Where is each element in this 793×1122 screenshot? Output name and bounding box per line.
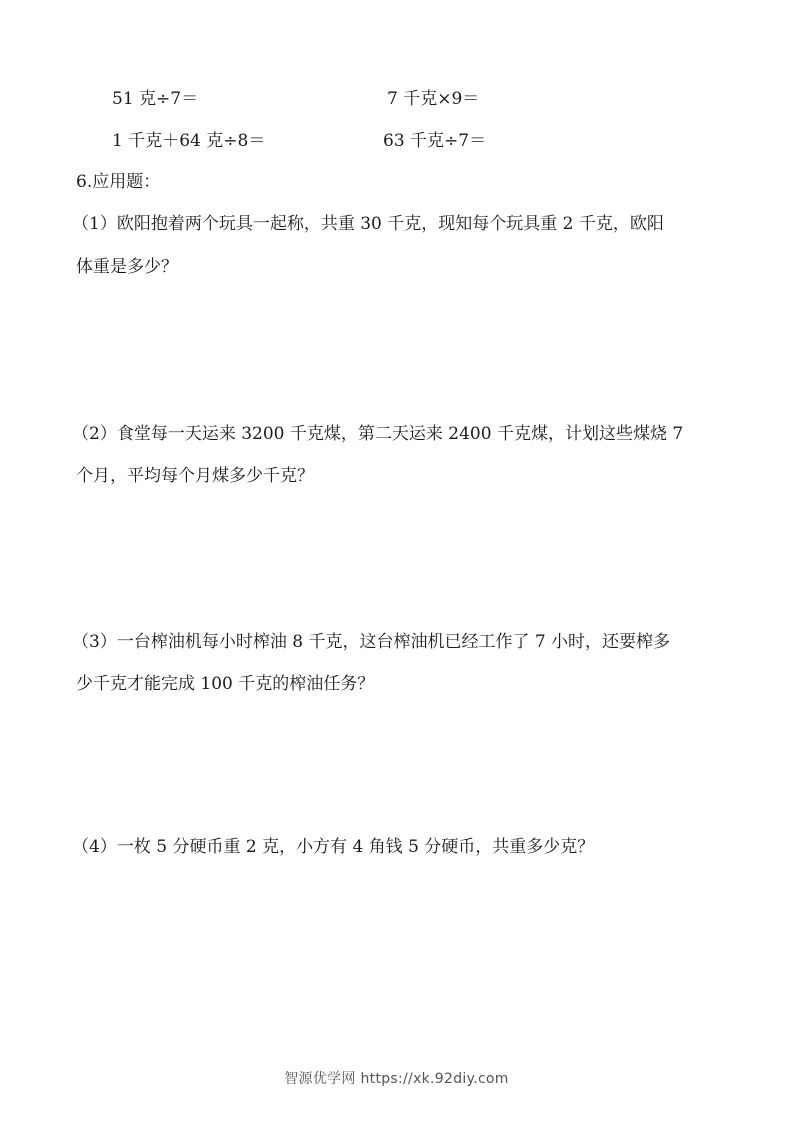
problem-2-line-2: 个月，平均每个月煤多少千克？ xyxy=(76,466,314,486)
footer-watermark-text: 智源优学网 https://xk.92diy.com xyxy=(284,1071,509,1087)
problem-1-line-1: （1）欧阳抱着两个玩具一起称，共重 30 千克，现知每个玩具重 2 千克，欧阳 xyxy=(72,214,664,234)
calc-7kg-times-9: 7 千克×9＝ xyxy=(387,89,480,109)
problem-3-line-2: 少千克才能完成 100 千克的榨油任务？ xyxy=(76,674,375,694)
calc-1kg-plus-64g-div-8: 1 千克＋64 克÷8＝ xyxy=(112,131,266,151)
problem-1-line-2: 体重是多少？ xyxy=(76,257,178,277)
section-title-application-problems: 6.应用题： xyxy=(76,172,161,192)
problem-3-line-1: （3）一台榨油机每小时榨油 8 千克，这台榨油机已经工作了 7 小时，还要榨多 xyxy=(72,632,671,652)
calc-51g-div-7: 51 克÷7＝ xyxy=(112,89,199,109)
problem-2-line-1: （2）食堂每一天运来 3200 千克煤，第二天运来 2400 千克煤，计划这些煤烧 7 xyxy=(72,424,684,444)
problem-4-line-1: （4）一枚 5 分硬币重 2 克，小方有 4 角钱 5 分硬币，共重多少克？ xyxy=(72,837,595,857)
calc-63kg-div-7: 63 千克÷7＝ xyxy=(383,131,487,151)
